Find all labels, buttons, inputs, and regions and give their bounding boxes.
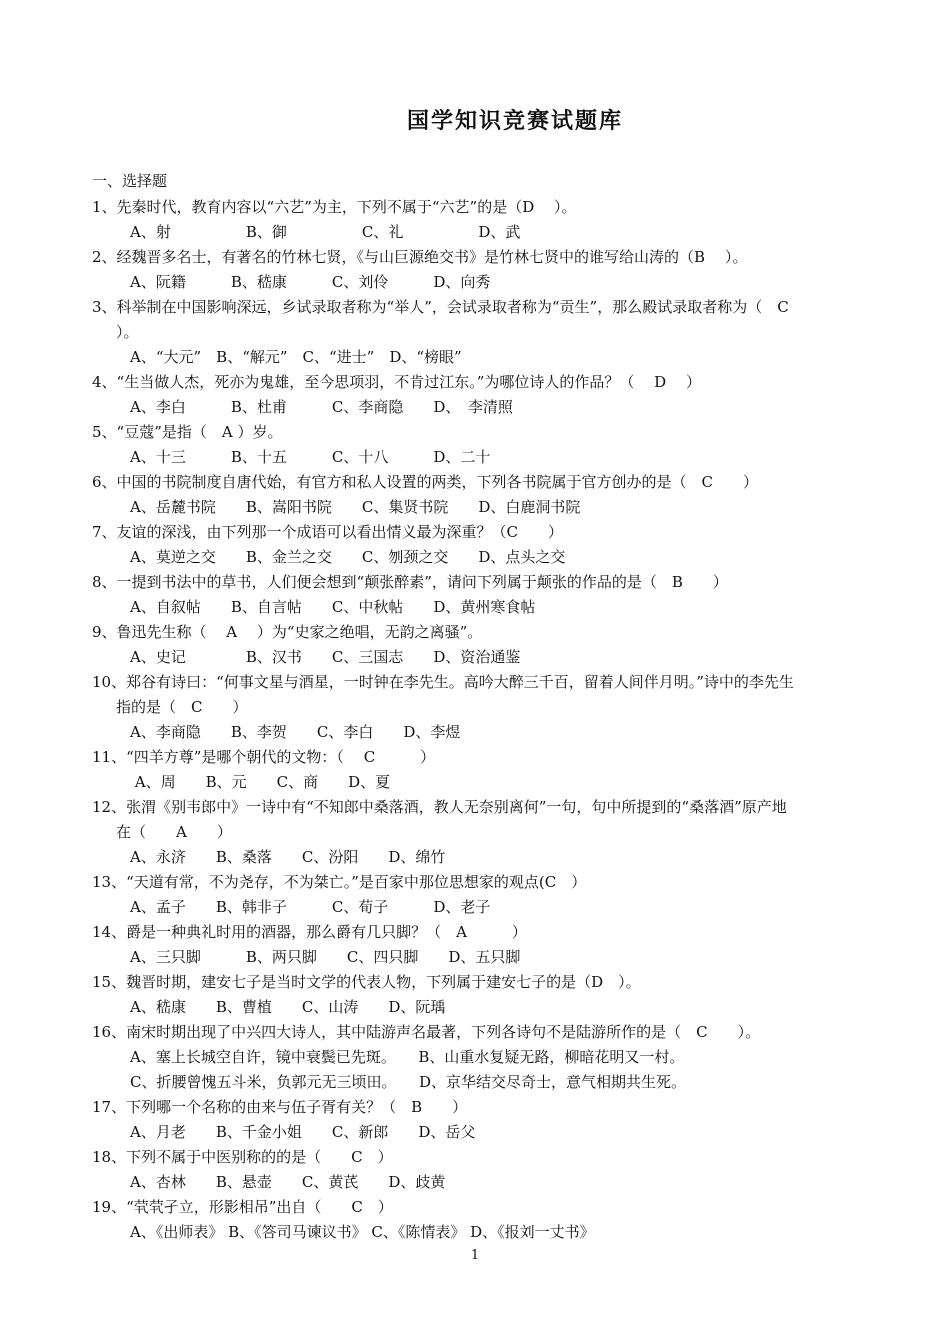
question-text: 9、鲁迅先生称（ A ）为“史家之绝唱，无韵之离骚”。	[92, 623, 483, 641]
question-text: 1、先秦时代，教育内容以“六艺”为主，下列不属于“六艺”的是（D ）。	[92, 198, 577, 216]
question-text: 19、“茕茕孑立，形影相吊”出自（ C ）	[92, 1198, 393, 1216]
question-text: 14、爵是一种典礼时用的酒器，那么爵有几只脚？（ A ）	[92, 923, 527, 941]
answer-options: A、岳麓书院 B、嵩阳书院 C、集贤书院 D、白鹿洞书院	[130, 498, 581, 516]
question-text: 11、“四羊方尊”是哪个朝代的文物：（ C ）	[92, 748, 436, 766]
question-text: 12、张渭《别韦郎中》一诗中有“不知郎中桑落酒，教人无奈别离何”一句，句中所提到的“桑落酒”原产地	[92, 798, 787, 816]
answer-options: A、周 B、元 C、商 D、夏	[130, 773, 391, 791]
answer-options: A、自叙帖 B、自言帖 C、中秋帖 D、黄州寒食帖	[130, 598, 536, 616]
question-continuation: 在（ A ）	[116, 823, 232, 841]
question-continuation: 指的是（ C ）	[116, 698, 248, 716]
answer-options: C、折腰曾愧五斗米，负郭元无三顷田。 D、京华结交尽奇士，意气相期共生死。	[130, 1073, 687, 1091]
question-text: 13、“天道有常，不为尧存，不为桀亡。”是百家中那位思想家的观点(C ）	[92, 873, 587, 891]
question-text: 4、“生当做人杰，死亦为鬼雄，至今思项羽，不肯过江东。”为哪位诗人的作品？（ D ）	[92, 373, 701, 391]
answer-options: A、李商隐 B、李贺 C、李白 D、李煜	[130, 723, 461, 741]
answer-options: A、孟子 B、韩非子 C、荀子 D、老子	[130, 898, 491, 916]
answer-options: A、射 B、御 C、礼 D、武	[130, 223, 521, 241]
answer-options: A、永济 B、桑落 C、汾阳 D、绵竹	[130, 848, 446, 866]
page-number: 1	[470, 1248, 480, 1263]
question-text: 3、科举制在中国影响深远，乡试录取者称为“举人”，会试录取者称为“贡生”，那么殿试录取者称为（ C	[92, 298, 789, 316]
section-heading: 一、选择题	[92, 172, 168, 190]
answer-options: A、十三 B、十五 C、十八 D、二十	[130, 448, 491, 466]
answer-options: A、月老 B、千金小姐 C、新郎 D、岳父	[130, 1123, 476, 1141]
question-text: 6、中国的书院制度自唐代始，有官方和私人设置的两类，下列各书院属于官方创办的是（ C ）	[92, 473, 759, 491]
question-text: 17、下列哪一个名称的由来与伍子胥有关？（ B ）	[92, 1098, 468, 1116]
question-text: 2、经魏晋多名士，有著名的竹林七贤，《与山巨源绝交书》是竹林七贤中的谁写给山涛的（B ）。	[92, 248, 748, 266]
answer-options: A、三只脚 B、两只脚 C、四只脚 D、五只脚	[130, 948, 521, 966]
question-text: 8、一提到书法中的草书，人们便会想到“颠张醉素”，请问下列属于颠张的作品的是（ B ）	[92, 573, 728, 591]
answer-options: A、《出师表》 B、《答司马谏议书》 C、《陈情表》 D、《报刘一丈书》	[130, 1223, 595, 1241]
question-text: 16、南宋时期出现了中兴四大诗人，其中陆游声名最著，下列各诗句不是陆游所作的是（ C ）。	[92, 1023, 761, 1041]
answer-options: A、塞上长城空自许，镜中衰鬓已先斑。 B、山重水复疑无路，柳暗花明又一村。	[130, 1048, 685, 1066]
question-text: 7、友谊的深浅，由下列那一个成语可以看出情义最为深重？（C ）	[92, 523, 564, 541]
answer-options: A、李白 B、杜甫 C、李商隐 D、 李清照	[130, 398, 513, 416]
question-continuation: ）。	[116, 323, 139, 341]
question-text: 18、下列不属于中医别称的的是（ C ）	[92, 1148, 393, 1166]
question-list	[92, 195, 902, 1245]
answer-options: A、史记 B、汉书 C、三国志 D、资治通鉴	[130, 648, 521, 666]
answer-options: A、莫逆之交 B、金兰之交 C、刎颈之交 D、点头之交	[130, 548, 566, 566]
answer-options: A、杏林 B、悬壶 C、黄芪 D、歧黄	[130, 1173, 446, 1191]
answer-options: A、嵇康 B、曹植 C、山涛 D、阮瑀	[130, 998, 446, 1016]
question-text: 5、“豆蔻”是指（ A ）岁。	[92, 423, 283, 441]
question-text: 15、魏晋时期，建安七子是当时文学的代表人物，下列属于建安七子的是（D ）。	[92, 973, 641, 991]
answer-options: A、阮籍 B、嵇康 C、刘伶 D、向秀	[130, 273, 491, 291]
answer-options: A、“大元” B、“解元” C、“进士” D、“榜眼”	[130, 348, 462, 366]
page-title: 国学知识竞赛试题库	[406, 108, 623, 134]
question-text: 10、郑谷有诗曰：“何事文星与酒星，一时钟在李先生。高吟大醉三千百，留着人间伴月明。”诗中的李先生	[92, 673, 794, 691]
